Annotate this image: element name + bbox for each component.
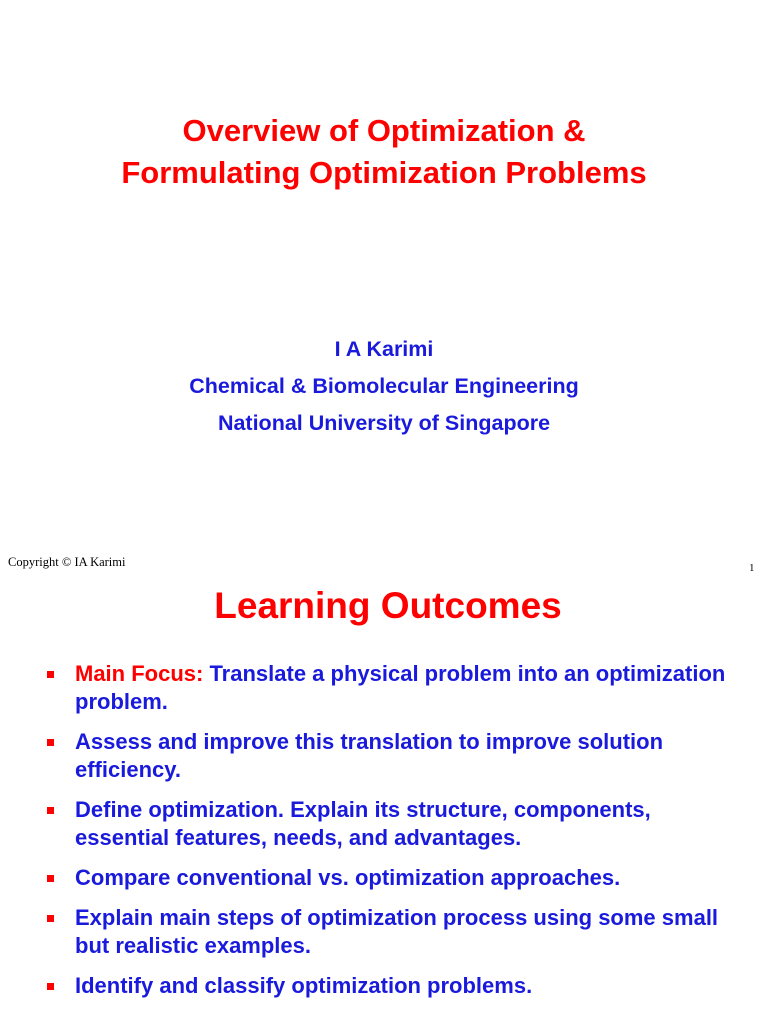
outcome-item (0, 796, 768, 852)
title-line-1: Overview of Optimization & (182, 113, 586, 148)
outcome-item (0, 972, 768, 1000)
square-bullet-icon (47, 983, 54, 990)
outcome-item (0, 728, 768, 784)
department-name: Chemical & Biomolecular Engineering (189, 374, 579, 398)
square-bullet-icon (47, 915, 54, 922)
outcome-text: Identify and classify optimization problems. (75, 973, 533, 998)
slide-title (0, 110, 768, 194)
main-focus-label: Main Focus: (75, 661, 204, 686)
outcomes-list (0, 660, 768, 1012)
outcome-text: Define optimization. Explain its structure, components, essential features, needs, and advantages. (75, 797, 651, 850)
copyright-notice: Copyright © IA Karimi (8, 555, 126, 569)
title-line-2: Formulating Optimization Problems (121, 155, 647, 190)
outcome-text: Assess and improve this translation to improve solution efficiency. (75, 729, 664, 782)
square-bullet-icon (47, 739, 54, 746)
outcome-item (0, 904, 768, 960)
author-name: I A Karimi (334, 337, 434, 361)
outcome-item-main-focus (0, 660, 768, 716)
outcome-text: Compare conventional vs. optimization approaches. (75, 865, 621, 890)
square-bullet-icon (47, 671, 54, 678)
learning-outcomes-title: Learning Outcomes (214, 585, 562, 626)
main-focus-text: Translate a physical problem into an optimization problem. (75, 661, 726, 714)
page-number: 1 (749, 562, 755, 574)
outcome-item (0, 864, 768, 892)
author-block (0, 331, 768, 442)
square-bullet-icon (47, 875, 54, 882)
university-name: National University of Singapore (217, 411, 551, 435)
square-bullet-icon (47, 807, 54, 814)
outcome-text: Explain main steps of optimization process using some small but realistic examples. (75, 905, 719, 958)
